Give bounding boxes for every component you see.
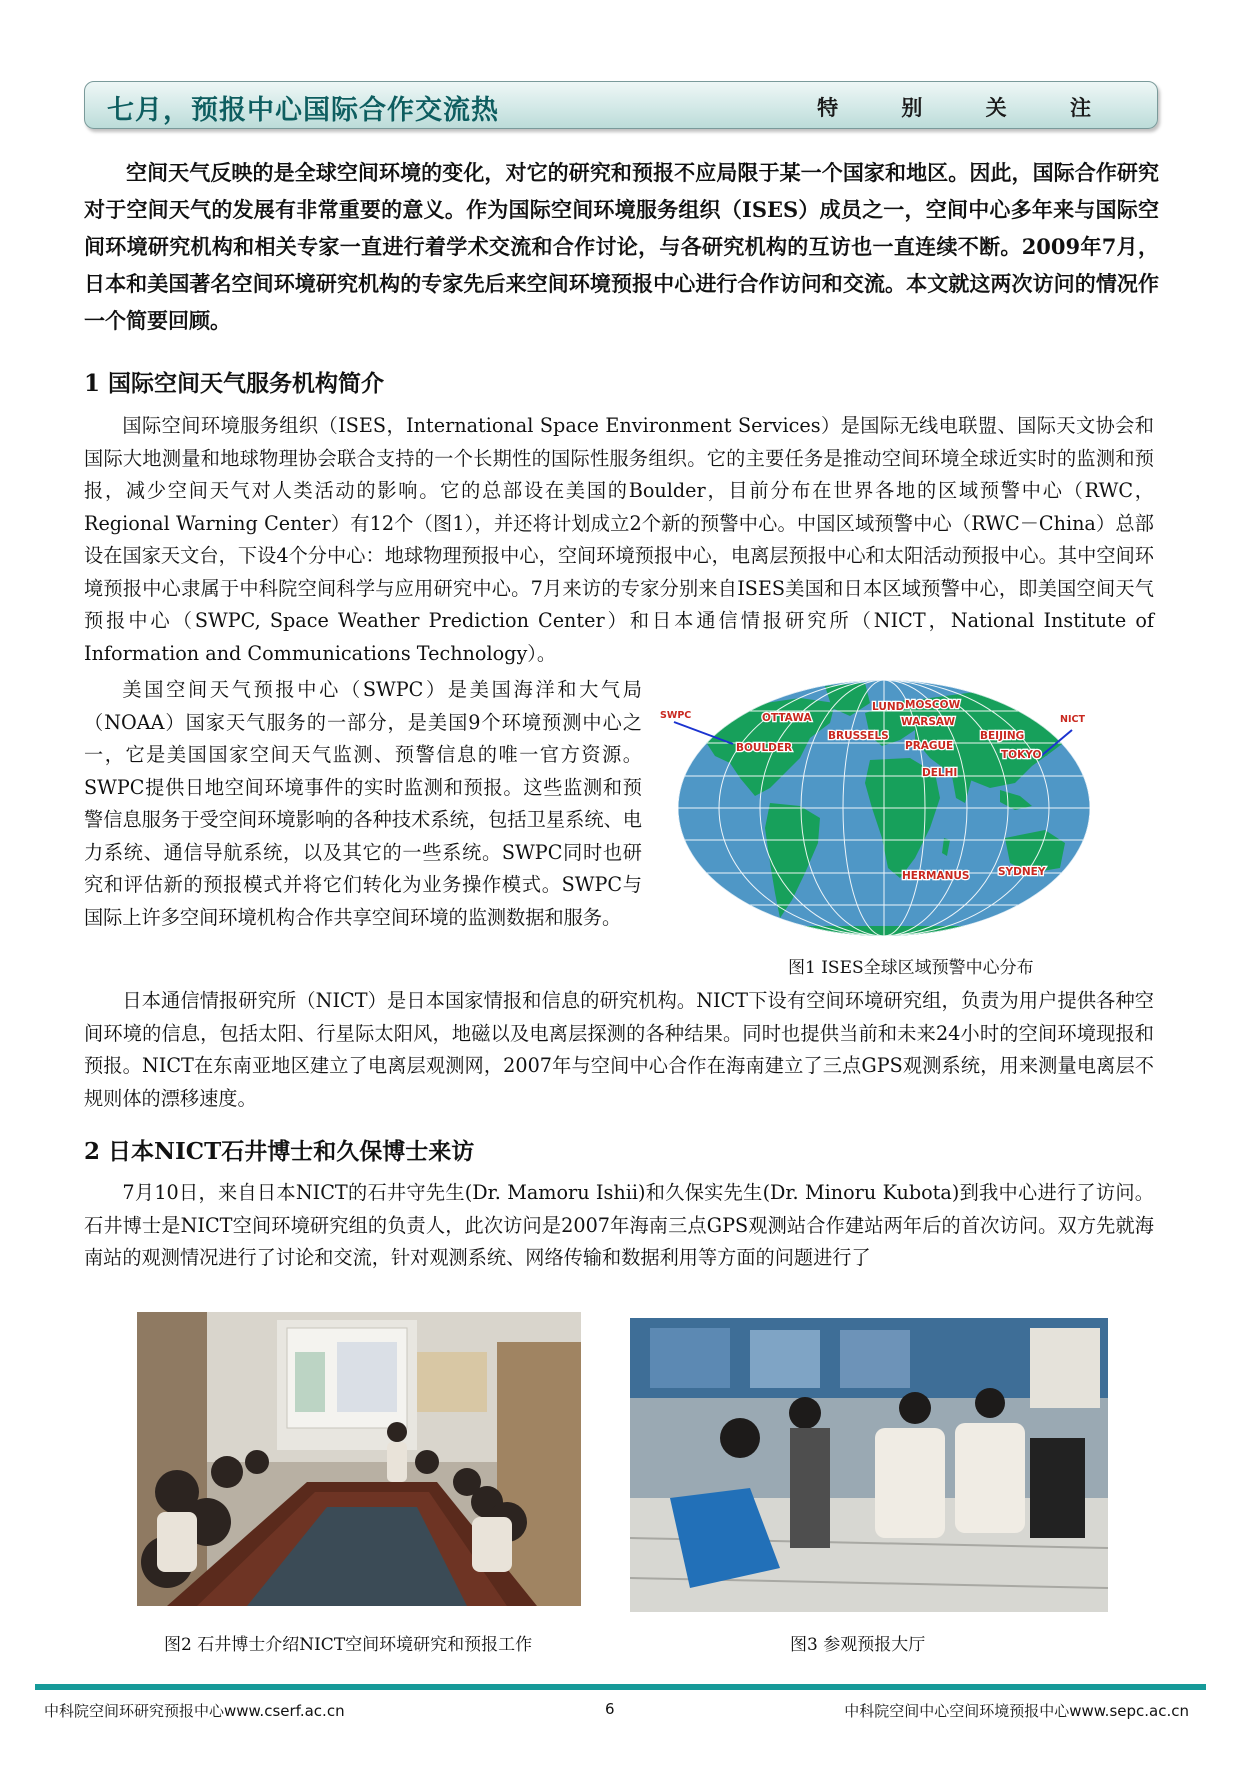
forecast-hall-image xyxy=(630,1318,1108,1612)
label-swpc: SWPC xyxy=(660,710,692,721)
figure2-caption: 图2 石井博士介绍NICT空间环境研究和预报工作 xyxy=(164,1635,533,1655)
label-sydney: SYDNEY xyxy=(998,866,1046,878)
label-boulder: BOULDER xyxy=(736,742,793,754)
footer-right-site: 中科院空间中心空间环境预报中心www.sepc.ac.cn xyxy=(844,1702,1189,1720)
label-moscow: MOSCOW xyxy=(905,699,961,711)
footer-left-site: 中科院空间环研究预报中心www.cserf.ac.cn xyxy=(44,1702,345,1720)
figure1-world-map xyxy=(660,678,1098,942)
label-ottawa: OTTAWA xyxy=(762,712,812,724)
section1-heading: 1 国际空间天气服务机构简介 xyxy=(84,370,385,397)
label-brussels: BRUSSELS xyxy=(828,730,889,742)
figure2-photo xyxy=(137,1312,581,1606)
label-warsaw: WARSAW xyxy=(901,716,956,728)
label-delhi: DELHI xyxy=(922,767,958,779)
label-hermanus: HERMANUS xyxy=(902,870,970,882)
page-number: 6 xyxy=(605,1700,615,1718)
label-nict: NICT xyxy=(1060,714,1085,725)
footer-divider xyxy=(35,1684,1206,1690)
lead-paragraph: 空间天气反映的是全球空间环境的变化，对它的研究和预报不应局限于某一个国家和地区。因此，国际合作研究对于空间天气的发展有非常重要的意义。作为国际空间环境服务组织（ISES）成员之一，空间中心多年来与国际空间环境研究机构和相关专家一直进行着学术交流和合作讨论，与各研究机构的互访也一直连续不断。2009年7月，日本和美国著名空间环境研究机构的专家先后来空间环境预报中心进行合作访问和交流。本文就这两次访问的情况作一个简要回顾。 xyxy=(84,160,1159,333)
section2-paragraph-1: 7月10日，来自日本NICT的石井守先生(Dr. Mamoru Ishii)和久保实先生(Dr. Minoru Kubota)到我中心进行了访问。石井博士是NICT空间环境研究组的负责人，此次访问是2007年海南三点GPS观测站合作建站两年后的首次访问。双方先就海南站的观测情况进行了讨论和交流，针对观测系统、网络传输和数据利用等方面的问题进行了 xyxy=(84,1181,1154,1269)
meeting-room-image xyxy=(137,1312,581,1606)
world-map-graphic xyxy=(660,678,1098,942)
section1-paragraph-2: 美国空间天气预报中心（SWPC）是美国海洋和大气局（NOAA）国家天气服务的一部分，是美国9个环境预测中心之一，它是美国国家空间天气监测、预警信息的唯一官方资源。SWPC提供日地空间环境事件的实时监测和预报。这些监测和预警信息服务于受空间环境影响的各种技术系统，包括卫星系统、电力系统、通信导航系统，以及其它的一些系统。SWPC同时也研究和评估新的预报模式并将它们转化为业务操作模式。SWPC与国际上许多空间环境机构合作共享空间环境的监测数据和服务。 xyxy=(84,678,642,929)
figure3-caption: 图3 参观预报大厅 xyxy=(790,1635,926,1655)
figure3-photo xyxy=(630,1318,1108,1612)
section-banner xyxy=(84,81,1158,129)
label-lund: LUND xyxy=(872,701,905,713)
figure1-caption: 图1 ISES全球区域预警中心分布 xyxy=(788,958,1034,978)
label-beijing: BEIJING xyxy=(980,730,1025,742)
section2-heading: 2 日本NICT石井博士和久保博士来访 xyxy=(84,1138,475,1165)
banner-title: 七月，预报中心国际合作交流热 xyxy=(107,95,499,126)
section1-paragraph-1: 国际空间环境服务组织（ISES，International Space Environment Services）是国际无线电联盟、国际天文协会和国际大地测量和地球物理协会联合支持的一个长期性的国际性服务组织。它的主要任务是推动空间环境全球近实时的监测和预报，减少空间天气对人类活动的影响。它的总部设在美国的Boulder，目前分布在世界各地的区域预警中心（RWC，Regional Warning Center）有12个（图1），并还将计划成立2个新的预警中心。中国区域预警中心（RWC－China）总部设在国家天文台，下设4个分中心：地球物理预报中心，空间环境预报中心，电离层预报中心和太阳活动预报中心。其中空间环境预报中心隶属于中科院空间科学与应用研究中心。7月来访的专家分别来自ISES美国和日本区域预警中心，即美国空间天气预报中心（SWPC, Space Weather Prediction Center）和日本通信情报研究所（NICT，National Institute of Information and Communications Technology）。 xyxy=(84,414,1154,665)
label-tokyo: TOKYO xyxy=(1001,749,1042,761)
label-prague: PRAGUE xyxy=(905,740,954,752)
banner-tag: 特 别 关 注 xyxy=(817,95,1119,120)
section1-paragraph-3: 日本通信情报研究所（NICT）是日本国家情报和信息的研究机构。NICT下设有空间环境研究组，负责为用户提供各种空间环境的信息，包括太阳、行星际太阳风，地磁以及电离层探测的各种结果。同时也提供当前和未来24小时的空间环境现报和预报。NICT在东南亚地区建立了电离层观测网，2007年与空间中心合作在海南建立了三点GPS观测系统，用来测量电离层不规则体的漂移速度。 xyxy=(84,989,1154,1110)
